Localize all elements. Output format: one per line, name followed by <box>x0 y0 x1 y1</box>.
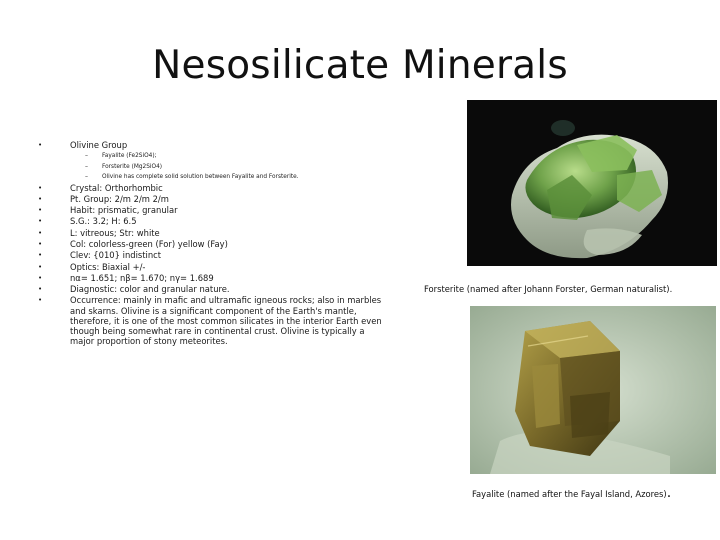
sub-bullet-item: – Olivine has complete solid solution between Fayalite and Forsterite. <box>38 172 388 182</box>
bullet-dot-icon: • <box>38 285 43 294</box>
bullet-dot-icon: • <box>38 262 43 271</box>
slide-title: Nesosilicate Minerals <box>152 43 568 88</box>
forsterite-photo <box>467 100 717 266</box>
sub-bullet-item: – Fayalite (Fe2SiO4); <box>38 151 388 161</box>
bullet-item: • Col: colorless-green (For) yellow (Fay) <box>38 239 228 249</box>
forsterite-caption: Forsterite (named after Johann Forster, German naturalist). <box>424 284 673 294</box>
bullet-list <box>38 140 388 347</box>
bullet-item: • Clev: {010} indistinct <box>38 250 162 261</box>
bullet-dot-icon: • <box>38 228 43 237</box>
bullet-dot-icon: • <box>38 240 43 248</box>
dash-icon: – <box>85 173 88 181</box>
sub-bullet-item: – Forsterite (Mg2SiO4) <box>38 162 388 172</box>
bullet-dot-icon: • <box>38 141 43 149</box>
bullet-dot-icon: • <box>38 251 43 260</box>
bullet-item: • nα= 1.651; nβ= 1.670; nγ= 1.689 <box>38 272 214 283</box>
bullet-dot-icon: • <box>38 273 43 282</box>
bullet-item: • S.G.: 3.2; H: 6.5 <box>38 216 137 227</box>
bullet-item: • Pt. Group: 2/m 2/m 2/m <box>38 193 169 204</box>
fayalite-photo <box>470 306 716 474</box>
dash-icon: – <box>85 162 88 170</box>
bullet-item: • Diagnostic: color and granular nature. <box>38 284 230 295</box>
bullet-item: • Habit: prismatic, granular <box>38 205 178 216</box>
bullet-item: • Crystal: Orthorhombic <box>38 182 163 193</box>
bullet-item: • L: vitreous; Str: white <box>38 227 160 238</box>
bullet-item: • Occurrence: mainly in mafic and ultramafic igneous rocks; also in marbles and skarns. Olivine is a significant component of the Earth's mantle, therefore, it is one of the most common silicates in the interior Earth even though being somewhat rare in continental crust. Olivine is typically a major proportion of stony meteorites. <box>38 295 382 347</box>
bullet-dot-icon: • <box>38 194 43 203</box>
bullet-dot-icon: • <box>38 183 43 192</box>
bullet-dot-icon: • <box>38 217 43 226</box>
bullet-item: • Olivine Group <box>38 140 128 150</box>
fayalite-caption: Fayalite (named after the Fayal Island, Azores). <box>472 485 672 501</box>
dash-icon: – <box>85 152 88 160</box>
bullet-dot-icon: • <box>38 296 43 305</box>
bullet-dot-icon: • <box>38 206 43 215</box>
bullet-item: • Optics: Biaxial +/- <box>38 261 146 272</box>
